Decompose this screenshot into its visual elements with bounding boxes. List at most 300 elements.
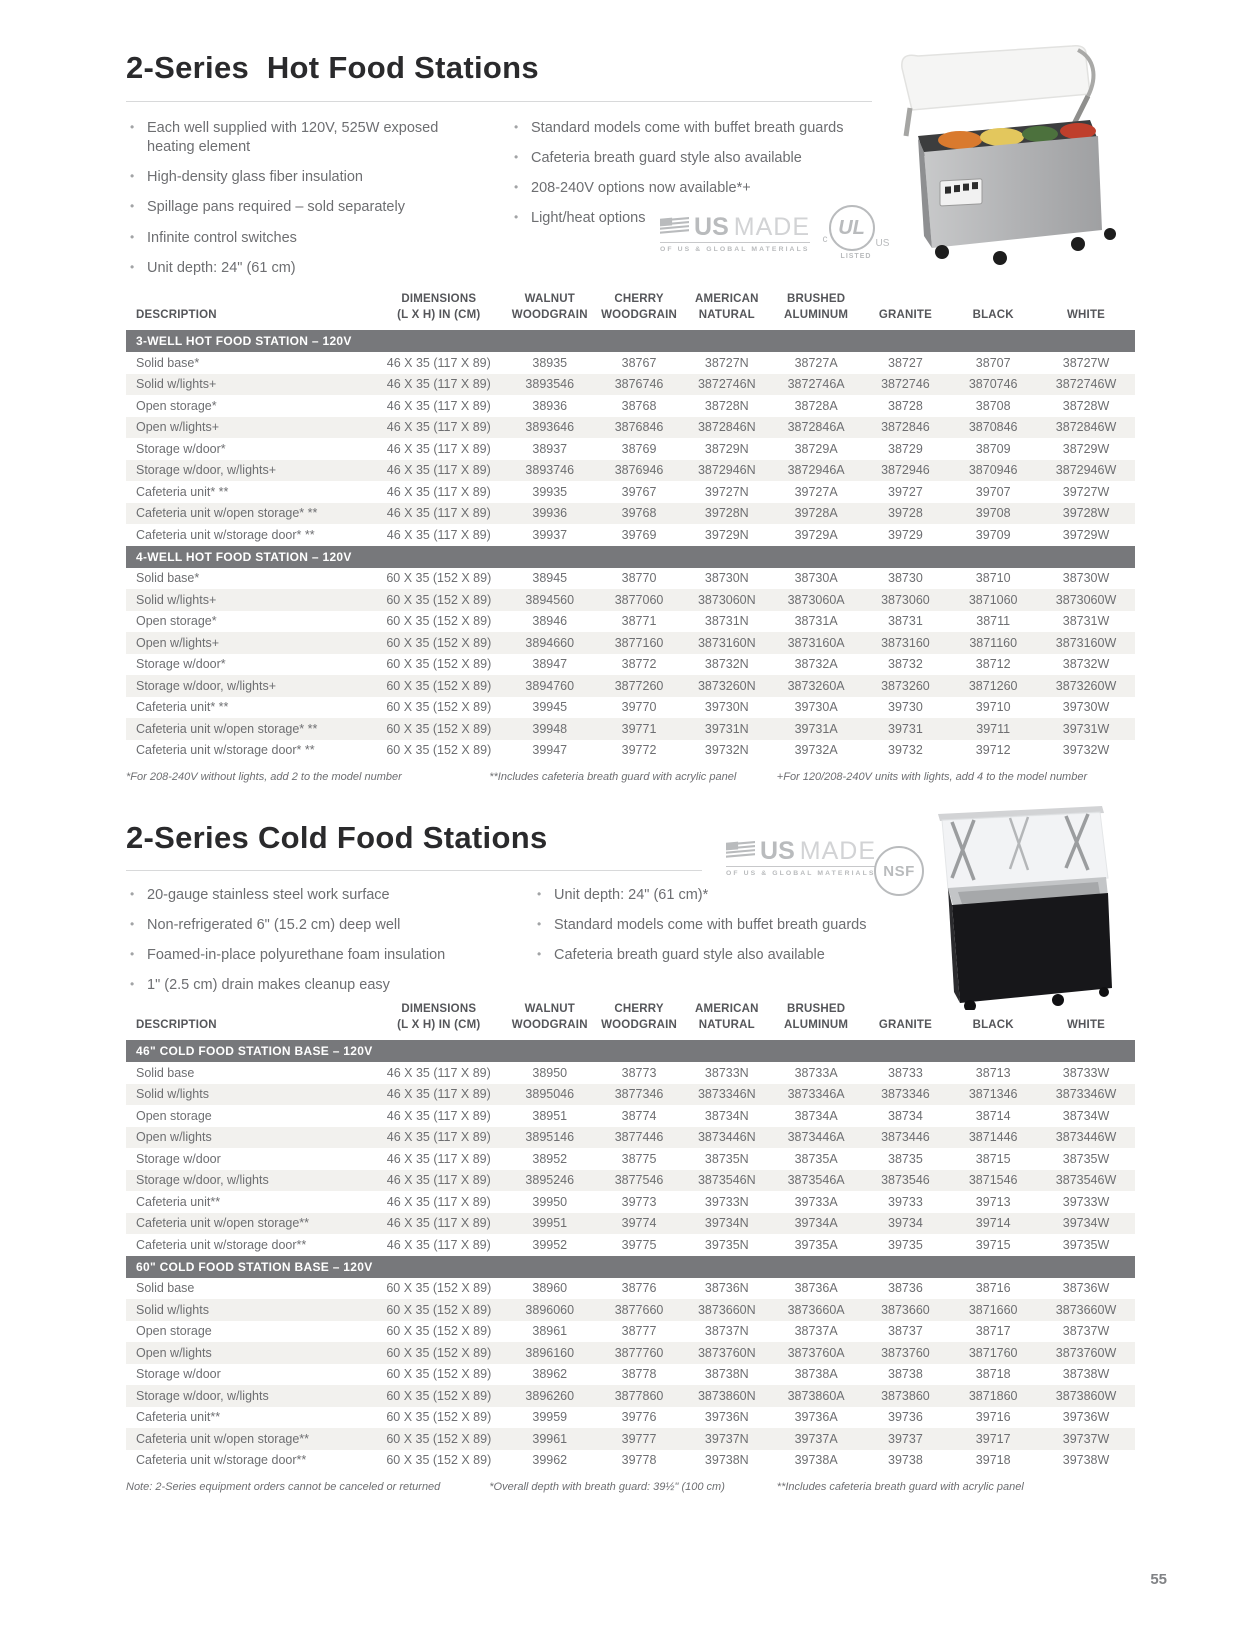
model-number: 38730W	[1062, 571, 1110, 586]
model-number: 39729	[888, 527, 923, 542]
row-description: Storage w/door, w/lights	[126, 1170, 373, 1192]
usmade-made-text: MADE	[799, 836, 876, 865]
nsf-text: NSF	[883, 862, 915, 880]
table-row	[126, 675, 1135, 697]
column-header: BRUSHED ALUMINUM	[784, 1003, 849, 1031]
model-number: 38770	[621, 571, 657, 586]
bullet-item: • Spillage pans required – sold separately	[128, 198, 468, 217]
model-number: 38733N	[704, 1065, 749, 1080]
cold-feature-list-left	[128, 886, 498, 1007]
model-number: 3873160	[862, 632, 950, 654]
model-number: 39733A	[794, 1194, 838, 1209]
row-description: Solid w/lights+	[126, 589, 373, 611]
model-number: 38716	[975, 1281, 1011, 1296]
model-number: 39730N	[704, 700, 749, 715]
row-description: Solid w/lights	[126, 1084, 373, 1106]
model-number: 39731N	[683, 718, 771, 740]
us-made-logo	[726, 838, 876, 877]
table-row	[126, 611, 1135, 633]
model-number: 39734A	[771, 1213, 862, 1235]
row-dimensions: 60 X 35 (152 X 89)	[373, 589, 504, 611]
model-number: 39767	[621, 484, 657, 499]
row-description: Open w/lights	[126, 1127, 373, 1149]
usmade-subtitle: OF US & GLOBAL MATERIALS	[726, 866, 876, 877]
model-number: 3895246	[504, 1170, 595, 1192]
model-number: 39768	[595, 503, 683, 525]
row-dimensions: 60 X 35 (152 X 89)	[386, 571, 492, 586]
model-number: 3873160W	[1037, 632, 1135, 654]
model-number: 39734	[862, 1213, 950, 1235]
row-description: Solid base	[136, 1065, 195, 1080]
bullet-item: • Cafeteria breath guard style also available	[512, 149, 902, 168]
hot-food-table	[126, 292, 1135, 761]
row-dimensions: 60 X 35 (152 X 89)	[386, 1410, 492, 1425]
model-number: 3872946W	[1037, 460, 1135, 482]
row-dimensions: 46 X 35 (117 X 89)	[386, 398, 491, 413]
model-number: 3871260	[949, 675, 1037, 697]
table-row	[126, 1127, 1135, 1149]
model-number: 39775	[621, 1237, 657, 1252]
table-row	[126, 632, 1135, 654]
bullet-item: • Standard models come with buffet breath guards	[535, 916, 925, 935]
table-row	[126, 374, 1135, 396]
bullet-item: • Unit depth: 24" (61 cm)	[128, 259, 468, 278]
table-row	[126, 654, 1135, 676]
model-number: 38769	[621, 441, 657, 456]
model-number: 39729W	[1062, 527, 1110, 542]
table-row	[126, 1105, 1135, 1127]
row-description: Solid w/lights+	[126, 374, 373, 396]
row-description: Storage w/door	[136, 1151, 221, 1166]
row-dimensions: 60 X 35 (152 X 89)	[386, 1453, 492, 1468]
row-dimensions: 46 X 35 (117 X 89)	[373, 417, 504, 439]
bullet-item: • 20-gauge stainless steel work surface	[128, 886, 498, 905]
model-number: 38735N	[704, 1151, 749, 1166]
model-number: 38731W	[1062, 614, 1110, 629]
table-row	[126, 1213, 1135, 1235]
table-row	[126, 589, 1135, 611]
model-number: 39732A	[794, 743, 838, 758]
model-number: 39712	[975, 743, 1011, 758]
model-number: 38776	[621, 1281, 657, 1296]
model-number: 38708	[975, 398, 1011, 413]
column-header: WHITE	[1067, 1018, 1106, 1031]
model-number: 3873446W	[1037, 1127, 1135, 1149]
row-dimensions: 46 X 35 (117 X 89)	[373, 1170, 504, 1192]
bullet-item: • Foamed-in-place polyurethane foam insulation	[128, 946, 498, 965]
row-description: Open storage*	[136, 398, 217, 413]
model-number: 3872746N	[683, 374, 771, 396]
table-row	[126, 1191, 1135, 1213]
bullet-item: • 1" (2.5 cm) drain makes cleanup easy	[128, 976, 498, 995]
model-number: 38714	[975, 1108, 1011, 1123]
model-number: 39770	[621, 700, 657, 715]
model-number: 3871160	[949, 632, 1037, 654]
model-number: 38775	[621, 1151, 657, 1166]
column-header: DIMENSIONS (L X H) IN (CM)	[397, 293, 481, 321]
row-description: Open storage	[136, 1108, 212, 1123]
bullet-item: • 208-240V options now available*+	[512, 179, 902, 198]
row-dimensions: 60 X 35 (152 X 89)	[386, 1324, 492, 1339]
model-number: 38734A	[794, 1108, 838, 1123]
model-number: 3873660	[862, 1299, 950, 1321]
model-number: 38952	[532, 1151, 568, 1166]
model-number: 3876846	[595, 417, 683, 439]
model-number: 39737W	[1037, 1428, 1135, 1450]
footnote: +For 120/208-240V units with lights, add 4 to the model number	[776, 771, 1088, 784]
row-dimensions: 60 X 35 (152 X 89)	[386, 1367, 492, 1382]
model-number: 38732A	[794, 657, 838, 672]
model-number: 39736N	[704, 1410, 749, 1425]
model-number: 3873260N	[683, 675, 771, 697]
row-dimensions: 46 X 35 (117 X 89)	[373, 503, 504, 525]
table-row	[126, 718, 1135, 740]
model-number: 38718	[975, 1367, 1011, 1382]
bullet-item: • Unit depth: 24" (61 cm)*	[535, 886, 925, 905]
model-number: 39962	[532, 1453, 568, 1468]
table-row	[126, 1321, 1135, 1343]
table-row	[126, 568, 1135, 590]
row-dimensions: 46 X 35 (117 X 89)	[386, 1108, 491, 1123]
model-number: 3871060	[949, 589, 1037, 611]
row-dimensions: 46 X 35 (117 X 89)	[386, 1065, 491, 1080]
model-number: 3873060W	[1037, 589, 1135, 611]
model-number: 39732W	[1062, 743, 1110, 758]
model-number: 38734	[888, 1108, 923, 1123]
row-description: Cafeteria unit w/open storage**	[126, 1428, 373, 1450]
row-description: Cafeteria unit w/storage door**	[136, 1453, 307, 1468]
model-number: 38773	[621, 1065, 657, 1080]
model-number: 39730W	[1062, 700, 1110, 715]
model-number: 38729N	[704, 441, 749, 456]
model-number: 3873760N	[683, 1342, 771, 1364]
model-number: 38728W	[1062, 398, 1110, 413]
model-number: 39935	[532, 484, 568, 499]
model-number: 39737	[862, 1428, 950, 1450]
table-section-header: 3-WELL HOT FOOD STATION – 120V	[126, 330, 1135, 352]
model-number: 39936	[504, 503, 595, 525]
model-number: 39737A	[771, 1428, 862, 1450]
model-number: 3872746W	[1037, 374, 1135, 396]
bullet-item: • Each well supplied with 120V, 525W exposed heating element	[128, 119, 468, 157]
bullet-item: • Standard models come with buffet breath guards	[512, 119, 902, 138]
hot-section-title: 2-Series Hot Food Stations	[126, 50, 539, 85]
table-row	[126, 1148, 1135, 1170]
model-number: 39718	[975, 1453, 1011, 1468]
model-number: 3873546	[862, 1170, 950, 1192]
row-description: Cafeteria unit w/open storage* **	[126, 503, 373, 525]
row-description: Cafeteria unit**	[136, 1410, 221, 1425]
row-dimensions: 60 X 35 (152 X 89)	[373, 1342, 504, 1364]
divider	[126, 101, 872, 102]
column-header: GRANITE	[878, 308, 932, 321]
model-number: 38729	[888, 441, 923, 456]
model-number: 38738W	[1062, 1367, 1110, 1382]
model-number: 38734N	[704, 1108, 749, 1123]
model-number: 38727W	[1062, 355, 1110, 370]
page-number: 55	[1150, 1571, 1167, 1588]
model-number: 39733	[888, 1194, 923, 1209]
model-number: 39709	[975, 527, 1011, 542]
row-dimensions: 60 X 35 (152 X 89)	[373, 632, 504, 654]
model-number: 38738A	[794, 1367, 838, 1382]
model-number: 3870946	[949, 460, 1037, 482]
table-section-header: 4-WELL HOT FOOD STATION – 120V	[126, 546, 1135, 568]
bullet-item: • High-density glass fiber insulation	[128, 168, 468, 187]
table-row	[126, 1342, 1135, 1364]
model-number: 3873346W	[1037, 1084, 1135, 1106]
model-number: 39729N	[704, 527, 749, 542]
model-number: 3872746	[862, 374, 950, 396]
model-number: 38731N	[704, 614, 749, 629]
model-number: 39733W	[1062, 1194, 1110, 1209]
model-number: 3876946	[595, 460, 683, 482]
model-number: 39728A	[771, 503, 862, 525]
model-number: 3893546	[504, 374, 595, 396]
model-number: 3872846A	[771, 417, 862, 439]
model-number: 39728W	[1037, 503, 1135, 525]
model-number: 3873546N	[683, 1170, 771, 1192]
ul-c-text: c	[822, 234, 828, 245]
table-row	[126, 1428, 1135, 1450]
cold-section-title: 2-Series Cold Food Stations	[126, 820, 548, 855]
model-number: 3873346A	[771, 1084, 862, 1106]
cold-food-station-photo	[918, 792, 1118, 1010]
column-header: WHITE	[1067, 308, 1106, 321]
hot-footnotes	[126, 771, 1135, 787]
table-section-header: 60" COLD FOOD STATION BASE – 120V	[126, 1256, 1135, 1278]
table-row	[126, 1450, 1135, 1472]
model-number: 3876746	[595, 374, 683, 396]
hot-food-station-photo	[882, 38, 1138, 270]
model-number: 3877860	[595, 1385, 683, 1407]
model-number: 39735W	[1062, 1237, 1110, 1252]
model-number: 38768	[621, 398, 657, 413]
model-number: 39733N	[704, 1194, 749, 1209]
ul-circle-icon: UL	[829, 205, 875, 251]
model-number: 38733W	[1062, 1065, 1110, 1080]
model-number: 39736A	[794, 1410, 838, 1425]
model-number: 39727	[888, 484, 923, 499]
model-number: 3873346	[862, 1084, 950, 1106]
model-number: 39711	[949, 718, 1037, 740]
row-dimensions: 46 X 35 (117 X 89)	[386, 1237, 491, 1252]
row-description: Cafeteria unit w/open storage**	[126, 1213, 373, 1235]
model-number: 3870746	[949, 374, 1037, 396]
model-number: 3871446	[949, 1127, 1037, 1149]
row-dimensions: 46 X 35 (117 X 89)	[386, 1151, 491, 1166]
model-number: 39716	[975, 1410, 1011, 1425]
model-number: 38937	[532, 441, 568, 456]
model-number: 39730A	[794, 700, 838, 715]
model-number: 3873760A	[771, 1342, 862, 1364]
model-number: 39732	[888, 743, 923, 758]
row-description: Cafeteria unit w/storage door* **	[136, 527, 315, 542]
model-number: 3877160	[595, 632, 683, 654]
row-dimensions: 60 X 35 (152 X 89)	[386, 614, 492, 629]
model-number: 39771	[595, 718, 683, 740]
model-number: 38713	[975, 1065, 1011, 1080]
row-description: Storage w/door*	[136, 441, 226, 456]
model-number: 38767	[621, 355, 657, 370]
table-row	[126, 1234, 1135, 1256]
column-header: AMERICAN NATURAL	[695, 293, 759, 321]
model-number: 39738	[888, 1453, 923, 1468]
row-dimensions: 46 X 35 (117 X 89)	[373, 374, 504, 396]
model-number: 39713	[975, 1194, 1011, 1209]
table-row	[126, 395, 1135, 417]
table-row	[126, 503, 1135, 525]
model-number: 38728	[888, 398, 923, 413]
model-number: 38962	[532, 1367, 568, 1382]
model-number: 38737A	[794, 1324, 838, 1339]
model-number: 3871760	[949, 1342, 1037, 1364]
footnote: *For 208-240V without lights, add 2 to the model number	[126, 771, 402, 784]
model-number: 38960	[532, 1281, 568, 1296]
model-number: 39731A	[771, 718, 862, 740]
row-dimensions: 60 X 35 (152 X 89)	[386, 743, 492, 758]
table-row	[126, 417, 1135, 439]
row-dimensions: 60 X 35 (152 X 89)	[373, 1428, 504, 1450]
ul-us-text: US	[875, 238, 890, 249]
column-header: DESCRIPTION	[136, 1018, 217, 1031]
model-number: 39710	[975, 700, 1011, 715]
model-number: 39728	[862, 503, 950, 525]
row-dimensions: 46 X 35 (117 X 89)	[386, 1194, 491, 1209]
model-number: 3870846	[949, 417, 1037, 439]
model-number: 39727W	[1062, 484, 1110, 499]
row-description: Solid base	[136, 1281, 195, 1296]
model-number: 39776	[621, 1410, 657, 1425]
model-number: 38709	[975, 441, 1011, 456]
footnote: **Includes cafeteria breath guard with acrylic panel	[776, 1481, 1024, 1494]
model-number: 3873546A	[771, 1170, 862, 1192]
model-number: 39735N	[704, 1237, 749, 1252]
model-number: 3873446N	[683, 1127, 771, 1149]
row-description: Solid base*	[136, 571, 200, 586]
model-number: 3873860	[862, 1385, 950, 1407]
model-number: 3877060	[595, 589, 683, 611]
model-number: 3873860W	[1037, 1385, 1135, 1407]
row-description: Storage w/door, w/lights	[126, 1385, 373, 1407]
model-number: 38774	[621, 1108, 657, 1123]
model-number: 39774	[595, 1213, 683, 1235]
table-row	[126, 1407, 1135, 1429]
model-number: 39738W	[1062, 1453, 1110, 1468]
usmade-subtitle: OF US & GLOBAL MATERIALS	[660, 242, 810, 253]
model-number: 38732W	[1062, 657, 1110, 672]
row-dimensions: 60 X 35 (152 X 89)	[386, 700, 492, 715]
row-dimensions: 60 X 35 (152 X 89)	[386, 1281, 492, 1296]
table-row	[126, 1299, 1135, 1321]
model-number: 3893746	[504, 460, 595, 482]
column-header: WALNUT WOODGRAIN	[511, 1003, 588, 1031]
table-row	[126, 1084, 1135, 1106]
model-number: 3873446	[862, 1127, 950, 1149]
model-number: 3873346N	[683, 1084, 771, 1106]
column-header: DESCRIPTION	[136, 308, 217, 321]
table-row	[126, 740, 1135, 762]
model-number: 38947	[532, 657, 568, 672]
model-number: 3872746A	[771, 374, 862, 396]
table-row	[126, 352, 1135, 374]
model-number: 38712	[975, 657, 1011, 672]
model-number: 38778	[621, 1367, 657, 1382]
model-number: 39948	[504, 718, 595, 740]
model-number: 38737W	[1062, 1324, 1110, 1339]
model-number: 38935	[532, 355, 568, 370]
model-number: 3894760	[504, 675, 595, 697]
row-description: Open storage	[136, 1324, 212, 1339]
model-number: 39734W	[1037, 1213, 1135, 1235]
row-description: Storage w/door	[136, 1367, 221, 1382]
model-number: 3896260	[504, 1385, 595, 1407]
row-description: Solid w/lights	[126, 1299, 373, 1321]
model-number: 3872846W	[1037, 417, 1135, 439]
usmade-made-text: MADE	[733, 212, 810, 241]
table-section-header: 46" COLD FOOD STATION BASE – 120V	[126, 1040, 1135, 1062]
model-number: 3873060	[862, 589, 950, 611]
model-number: 3873060N	[683, 589, 771, 611]
model-number: 39951	[504, 1213, 595, 1235]
model-number: 38961	[532, 1324, 568, 1339]
model-number: 38733	[888, 1065, 923, 1080]
model-number: 3872846N	[683, 417, 771, 439]
row-dimensions: 46 X 35 (117 X 89)	[373, 1127, 504, 1149]
column-header: BRUSHED ALUMINUM	[784, 293, 849, 321]
model-number: 3895046	[504, 1084, 595, 1106]
column-header: CHERRY WOODGRAIN	[601, 1003, 677, 1031]
model-number: 38736	[888, 1281, 923, 1296]
table-row	[126, 460, 1135, 482]
row-description: Storage w/door, w/lights+	[126, 460, 373, 482]
model-number: 3873860N	[683, 1385, 771, 1407]
model-number: 3877660	[595, 1299, 683, 1321]
hot-table-block	[126, 292, 1135, 787]
model-number: 38730A	[794, 571, 838, 586]
model-number: 38707	[975, 355, 1011, 370]
table-row	[126, 524, 1135, 546]
table-row	[126, 1062, 1135, 1084]
model-number: 3871660	[949, 1299, 1037, 1321]
model-number: 3877260	[595, 675, 683, 697]
model-number: 38728A	[794, 398, 838, 413]
row-dimensions: 46 X 35 (117 X 89)	[373, 1213, 504, 1235]
cold-footnotes	[126, 1481, 1135, 1497]
model-number: 3873760W	[1037, 1342, 1135, 1364]
model-number: 39778	[621, 1453, 657, 1468]
bullet-item: • Infinite control switches	[128, 229, 468, 248]
bullet-item: • Light/heat options	[512, 209, 902, 228]
model-number: 39773	[621, 1194, 657, 1209]
model-number: 39728N	[683, 503, 771, 525]
model-number: 38734W	[1062, 1108, 1110, 1123]
model-number: 39937	[532, 527, 568, 542]
model-number: 39715	[975, 1237, 1011, 1252]
footnote: *Overall depth with breath guard: 39½" (100 cm)	[489, 1481, 725, 1494]
cold-food-table	[126, 1002, 1135, 1471]
model-number: 3872946	[862, 460, 950, 482]
footnote: **Includes cafeteria breath guard with acrylic panel	[489, 771, 737, 784]
column-header: AMERICAN NATURAL	[695, 1003, 759, 1031]
row-description: Cafeteria unit* **	[136, 700, 229, 715]
table-row	[126, 697, 1135, 719]
model-number: 38727N	[704, 355, 749, 370]
row-dimensions: 60 X 35 (152 X 89)	[373, 1299, 504, 1321]
model-number: 38735W	[1062, 1151, 1110, 1166]
model-number: 39731W	[1037, 718, 1135, 740]
model-number: 38738	[888, 1367, 923, 1382]
